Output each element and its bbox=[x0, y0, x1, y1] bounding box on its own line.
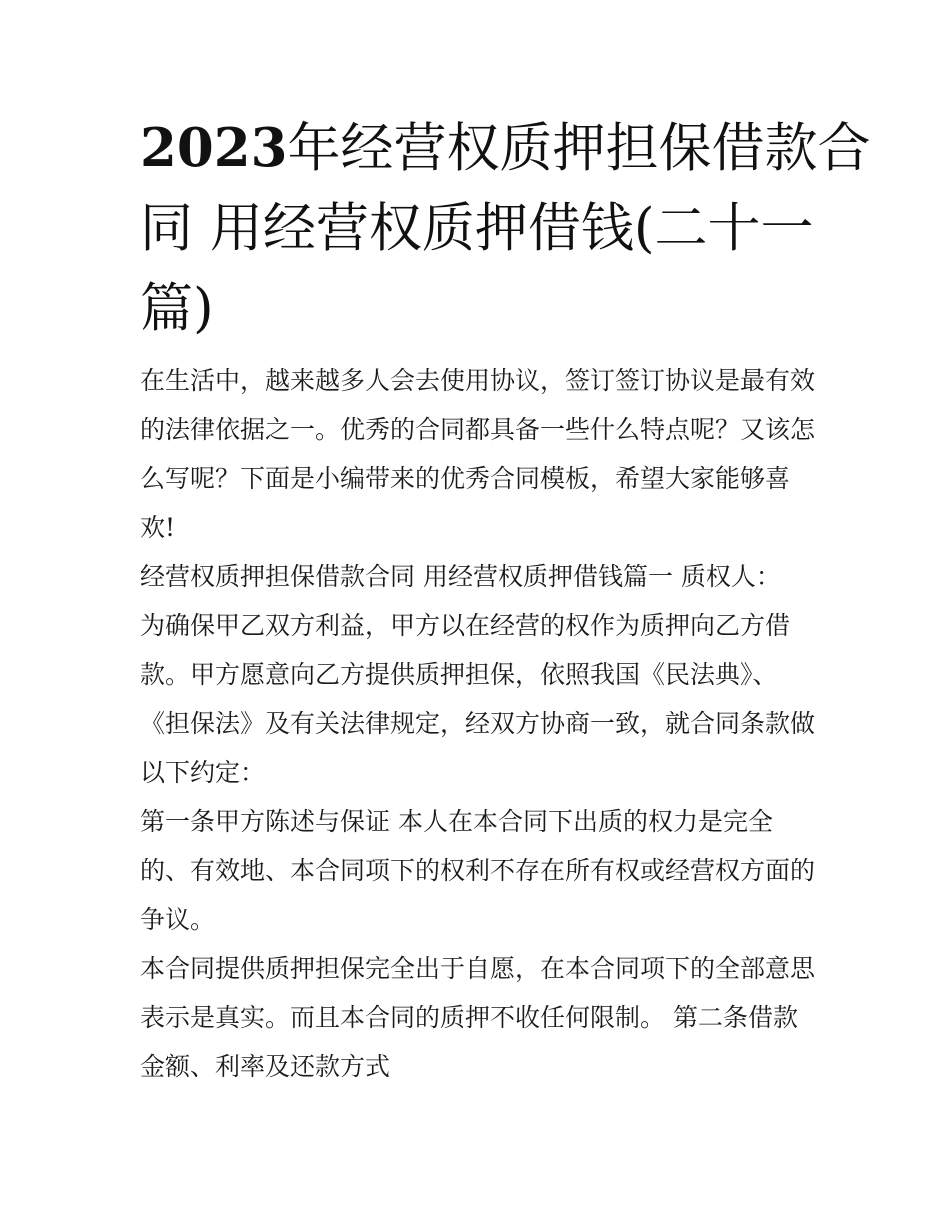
body-line: 争议。 bbox=[140, 905, 216, 934]
body-line: 的法律依据之一。优秀的合同都具备一些什么特点呢？又该怎 bbox=[140, 415, 816, 444]
body-line: 以下约定： bbox=[140, 758, 266, 787]
title-line-1-text: 年经营权质押担保借款合 bbox=[287, 118, 871, 179]
document-body bbox=[140, 356, 820, 1091]
title-line-1 bbox=[140, 108, 871, 189]
document-title bbox=[140, 108, 871, 349]
body-line: 金额、利率及还款方式 bbox=[140, 1052, 391, 1081]
body-line: 款。甲方愿意向乙方提供质押担保，依照我国《民法典》、 bbox=[140, 660, 778, 689]
body-line: 经营权质押担保借款合同 用经营权质押借钱篇一 质权人： bbox=[140, 562, 781, 591]
body-line: 欢! bbox=[140, 513, 176, 542]
body-line: 《担保法》及有关法律规定，经双方协商一致，就合同条款做 bbox=[140, 709, 816, 738]
body-line: 为确保甲乙双方利益，甲方以在经营的权作为质押向乙方借 bbox=[140, 611, 791, 640]
body-line: 本合同提供质押担保完全出于自愿，在本合同项下的全部意思 bbox=[140, 954, 816, 983]
title-line-2: 同 用经营权质押借钱(二十一 bbox=[140, 198, 814, 259]
title-line-3: 篇) bbox=[140, 278, 214, 339]
body-line: 的、有效地、本合同项下的权利不存在所有权或经营权方面的 bbox=[140, 856, 816, 885]
body-line: 第一条甲方陈述与保证 本人在本合同下出质的权力是完全 bbox=[140, 807, 773, 836]
body-line: 表示是真实。而且本合同的质押不收任何限制。 第二条借款 bbox=[140, 1003, 798, 1032]
body-line: 么写呢？下面是小编带来的优秀合同模板，希望大家能够喜 bbox=[140, 464, 791, 493]
title-year: 2023 bbox=[140, 117, 288, 179]
body-line: 在生活中，越来越多人会去使用协议，签订签订协议是最有效 bbox=[140, 366, 816, 395]
